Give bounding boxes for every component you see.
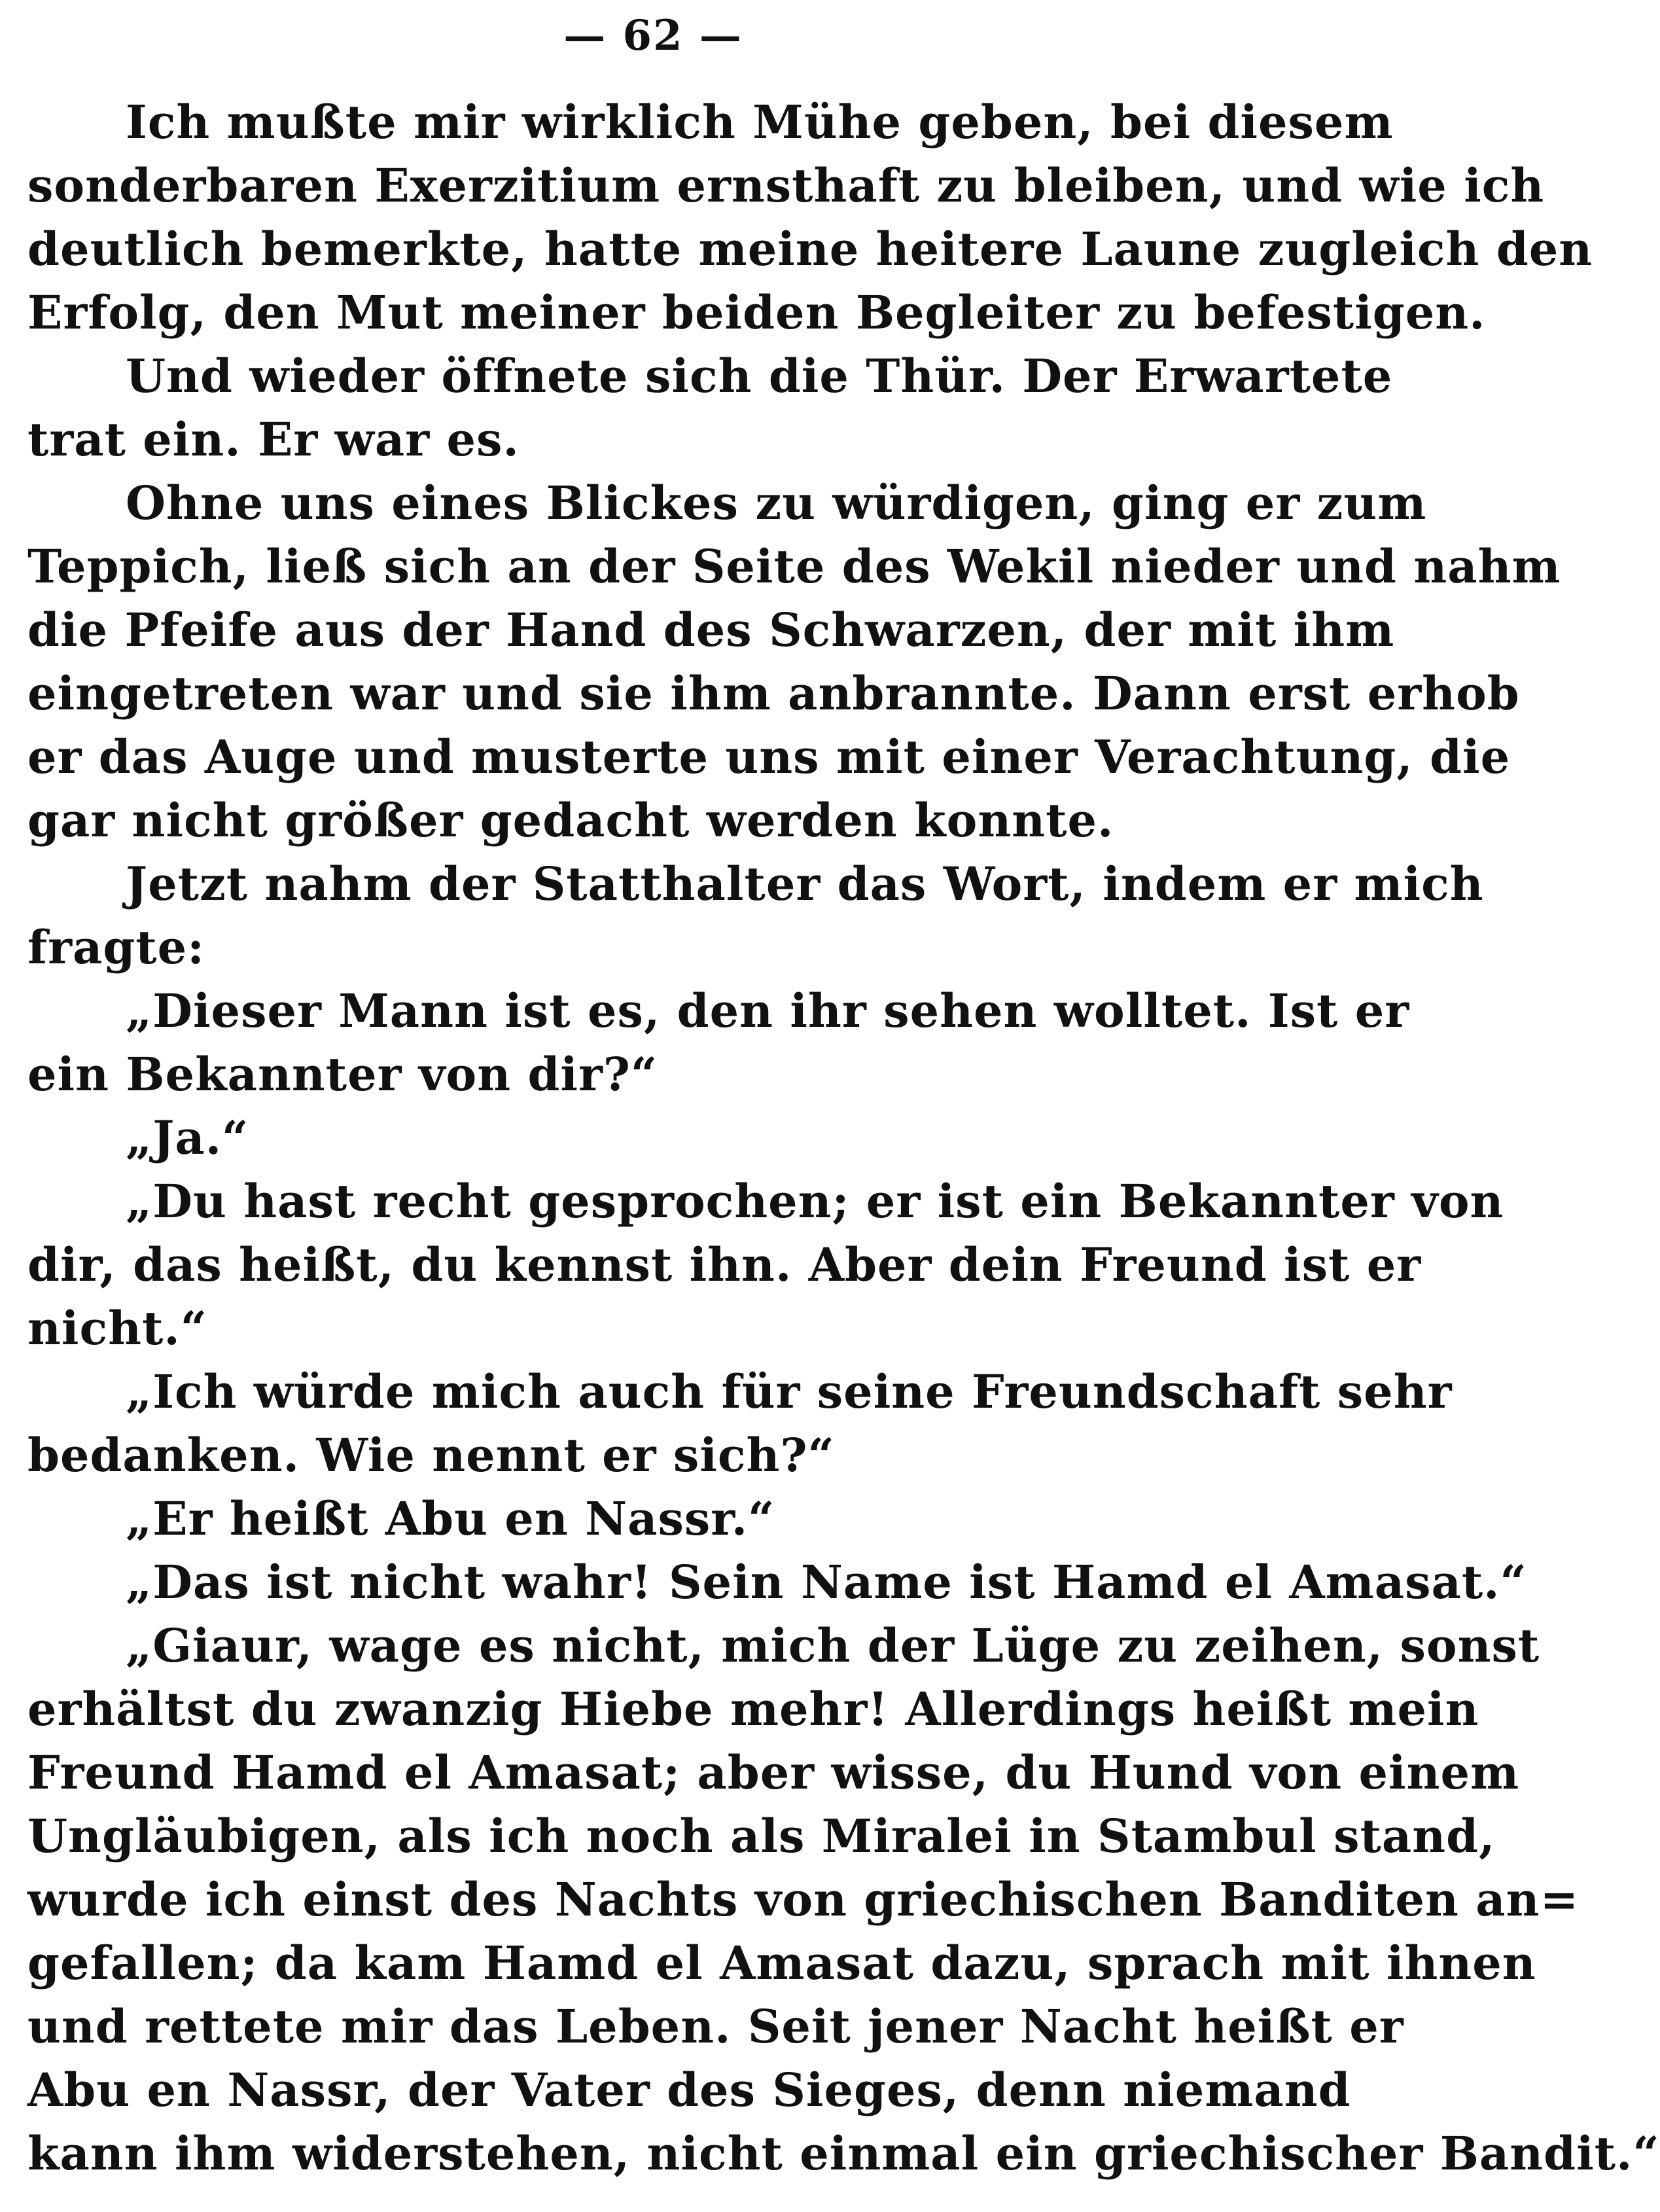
text-line: „Du hast recht gesprochen; er ist ein Bekannter von xyxy=(126,1174,1504,1228)
text-line: Ungläubigen, als ich noch als Miralei in Stambul stand, xyxy=(27,1809,1496,1863)
text-line: dir, das heißt, du kennst ihn. Aber dein Freund ist er xyxy=(27,1238,1422,1292)
text-line: „Ja.“ xyxy=(126,1111,249,1165)
text-line: kann ihm widerstehen, nicht einmal ein griechischer Bandit.“ xyxy=(27,2126,1660,2181)
text-line: deutlich bemerkte, hatte meine heitere Laune zugleich den xyxy=(27,222,1593,276)
text-line: Jetzt nahm der Statthalter das Wort, indem er mich xyxy=(126,857,1484,911)
text-line: eingetreten war und sie ihm anbrannte. Dann erst erhob xyxy=(27,666,1520,721)
text-line: und rettete mir das Leben. Seit jener Nacht heißt er xyxy=(27,1999,1404,2054)
page-number: — 62 — xyxy=(563,11,743,60)
text-line: sonderbaren Exerzitium ernsthaft zu bleiben, und wie ich xyxy=(27,158,1545,213)
text-line: Und wieder öffnete sich die Thür. Der Erwartete xyxy=(126,349,1393,403)
text-line: gefallen; da kam Hamd el Amasat dazu, sprach mit ihnen xyxy=(27,1936,1536,1990)
text-line: „Ich würde mich auch für seine Freundschaft sehr xyxy=(126,1365,1453,1419)
text-line: nicht.“ xyxy=(27,1301,207,1355)
text-line: „Giaur, wage es nicht, mich der Lüge zu zeihen, sonst xyxy=(126,1618,1540,1673)
text-line: gar nicht größer gedacht werden konnte. xyxy=(27,793,1114,847)
text-line: „Dieser Mann ist es, den ihr sehen wolltet. Ist er xyxy=(126,984,1410,1038)
text-line: erhältst du zwanzig Hiebe mehr! Allerdings heißt mein xyxy=(27,1682,1479,1736)
text-line: Teppich, ließ sich an der Seite des Wekil nieder und nahm xyxy=(27,539,1561,594)
text-line: Ich mußte mir wirklich Mühe geben, bei diesem xyxy=(126,95,1394,149)
text-line: bedanken. Wie nennt er sich?“ xyxy=(27,1428,835,1482)
text-line: „Das ist nicht wahr! Sein Name ist Hamd el Amasat.“ xyxy=(126,1555,1527,1609)
text-line: die Pfeife aus der Hand des Schwarzen, der mit ihm xyxy=(27,603,1395,657)
text-line: er das Auge und musterte uns mit einer Verachtung, die xyxy=(27,730,1511,784)
text-line: trat ein. Er war es. xyxy=(27,412,520,467)
text-line: Erfolg, den Mut meiner beiden Begleiter zu befestigen. xyxy=(27,285,1486,340)
text-line: ein Bekannter von dir?“ xyxy=(27,1047,658,1101)
body-text xyxy=(27,90,1660,2185)
text-line: Abu en Nassr, der Vater des Sieges, denn niemand xyxy=(27,2063,1351,2117)
text-line: wurde ich einst des Nachts von griechischen Banditen an= xyxy=(27,1872,1580,1927)
text-line: Freund Hamd el Amasat; aber wisse, du Hund von einem xyxy=(27,1745,1520,1800)
text-line: „Er heißt Abu en Nassr.“ xyxy=(126,1491,775,1546)
text-line: Ohne uns eines Blickes zu würdigen, ging er zum xyxy=(126,476,1427,530)
text-line: fragte: xyxy=(27,920,205,974)
